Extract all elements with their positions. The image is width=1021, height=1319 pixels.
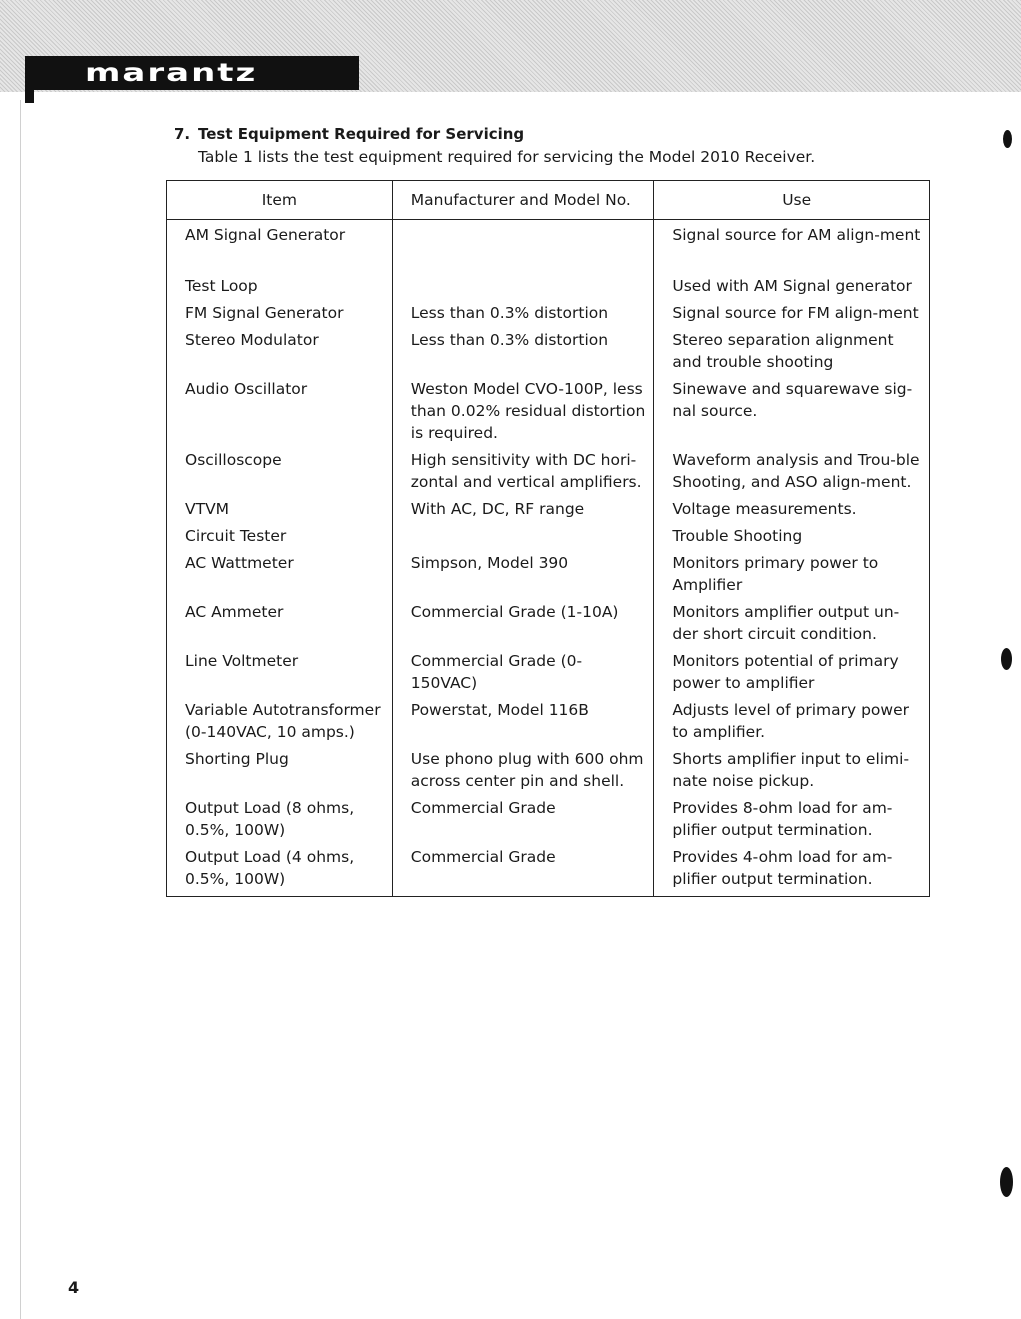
manufacturer-cell: Less than 0.3% distortion — [392, 324, 654, 373]
manufacturer-cell: Simpson, Model 390 — [392, 547, 654, 596]
column-header-manufacturer: Manufacturer and Model No. — [392, 181, 654, 220]
item-cell: Stereo Modulator — [167, 324, 393, 373]
item-cell: Oscilloscope — [167, 444, 393, 493]
brand-logo — [25, 56, 359, 90]
page-margin-line — [20, 100, 21, 1319]
item-cell: Shorting Plug — [167, 743, 393, 792]
table-row — [167, 520, 930, 547]
use-cell: Provides 8-ohm load for am-plifier output termination. — [654, 792, 930, 841]
table-row — [167, 792, 930, 841]
manufacturer-cell: Commercial Grade — [392, 841, 654, 897]
column-header-item: Item — [167, 181, 393, 220]
use-cell: Signal source for AM align-ment — [654, 220, 930, 270]
item-cell: Output Load (4 ohms, 0.5%, 100W) — [167, 841, 393, 897]
table-row — [167, 324, 930, 373]
manufacturer-cell: Commercial Grade — [392, 792, 654, 841]
use-cell: Signal source for FM align-ment — [654, 297, 930, 324]
section-heading — [174, 125, 524, 143]
use-cell: Adjusts level of primary power to amplifier. — [654, 694, 930, 743]
table-row — [167, 444, 930, 493]
use-cell: Used with AM Signal generator — [654, 270, 930, 297]
manufacturer-cell — [392, 220, 654, 270]
manufacturer-cell — [392, 270, 654, 297]
manufacturer-cell: Use phono plug with 600 ohm across center pin and shell. — [392, 743, 654, 792]
manufacturer-cell: High sensitivity with DC hori-zontal and vertical amplifiers. — [392, 444, 654, 493]
table-row — [167, 373, 930, 444]
binder-hole-bottom — [1000, 1167, 1013, 1197]
use-cell: Sinewave and squarewave sig-nal source. — [654, 373, 930, 444]
item-cell: Variable Autotransformer (0-140VAC, 10 amps.) — [167, 694, 393, 743]
use-cell: Monitors potential of primary power to amplifier — [654, 645, 930, 694]
section-intro: Table 1 lists the test equipment required for servicing the Model 2010 Receiver. — [198, 148, 816, 166]
table-row — [167, 841, 930, 897]
manufacturer-cell: Powerstat, Model 116B — [392, 694, 654, 743]
use-cell: Shorts amplifier input to elimi-nate noise pickup. — [654, 743, 930, 792]
binder-hole-top — [1003, 130, 1012, 148]
manufacturer-cell: Weston Model CVO-100P, less than 0.02% residual distortion is required. — [392, 373, 654, 444]
use-cell: Monitors amplifier output un-der short circuit condition. — [654, 596, 930, 645]
use-cell: Provides 4-ohm load for am-plifier output termination. — [654, 841, 930, 897]
table-row — [167, 493, 930, 520]
item-cell: Circuit Tester — [167, 520, 393, 547]
item-cell: AC Ammeter — [167, 596, 393, 645]
item-cell: VTVM — [167, 493, 393, 520]
table-row — [167, 270, 930, 297]
item-cell: Output Load (8 ohms, 0.5%, 100W) — [167, 792, 393, 841]
item-cell: Audio Oscillator — [167, 373, 393, 444]
page-number: 4 — [68, 1278, 80, 1297]
table-row — [167, 547, 930, 596]
section-title: Test Equipment Required for Servicing — [198, 125, 525, 143]
item-cell: Line Voltmeter — [167, 645, 393, 694]
column-header-use: Use — [654, 181, 930, 220]
use-cell: Monitors primary power to Amplifier — [654, 547, 930, 596]
table-row — [167, 645, 930, 694]
use-cell: Voltage measurements. — [654, 493, 930, 520]
table-row — [167, 743, 930, 792]
brand-logo-text: marantz — [85, 58, 258, 88]
table-row — [167, 694, 930, 743]
item-cell: FM Signal Generator — [167, 297, 393, 324]
use-cell: Trouble Shooting — [654, 520, 930, 547]
manufacturer-cell — [392, 520, 654, 547]
item-cell: AM Signal Generator — [167, 220, 393, 270]
table-row — [167, 220, 930, 270]
manufacturer-cell: Commercial Grade (0-150VAC) — [392, 645, 654, 694]
manufacturer-cell: Commercial Grade (1-10A) — [392, 596, 654, 645]
item-cell: AC Wattmeter — [167, 547, 393, 596]
binder-hole-middle — [1001, 648, 1012, 670]
section-number: 7. — [174, 125, 191, 143]
manufacturer-cell: Less than 0.3% distortion — [392, 297, 654, 324]
table-row — [167, 596, 930, 645]
table-row — [167, 297, 930, 324]
test-equipment-table — [166, 180, 930, 897]
table-header-row — [167, 181, 930, 220]
use-cell: Stereo separation alignment and trouble shooting — [654, 324, 930, 373]
use-cell: Waveform analysis and Trou-ble Shooting, and ASO align-ment. — [654, 444, 930, 493]
item-cell: Test Loop — [167, 270, 393, 297]
page-edge-mark — [25, 90, 34, 103]
manufacturer-cell: With AC, DC, RF range — [392, 493, 654, 520]
